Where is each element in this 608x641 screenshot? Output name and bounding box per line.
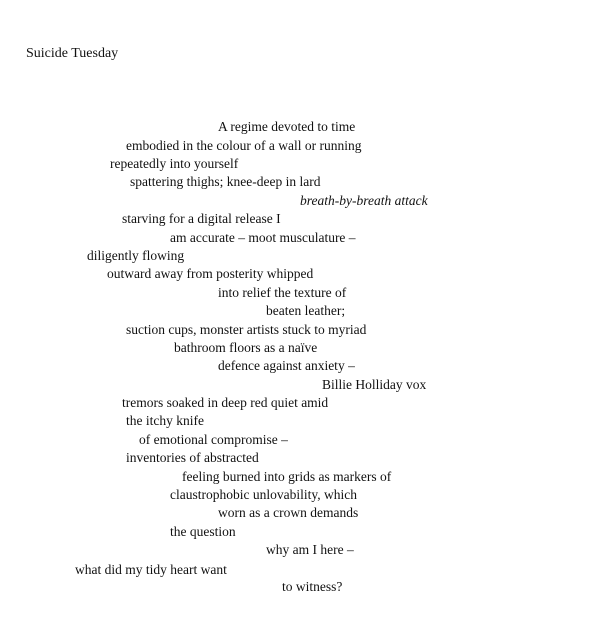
- poem-line: inventories of abstracted: [126, 450, 259, 465]
- poem-line: of emotional compromise –: [139, 432, 288, 447]
- poem-line: suction cups, monster artists stuck to myriad: [126, 322, 367, 337]
- poem-title: Suicide Tuesday: [26, 46, 119, 61]
- poem-line: the question: [170, 524, 236, 539]
- poem-line: outward away from posterity whipped: [107, 266, 314, 281]
- poem-line: bathroom floors as a naïve: [174, 340, 318, 355]
- poem-line: what did my tidy heart want: [75, 562, 227, 577]
- poem-line: repeatedly into yourself: [110, 156, 239, 171]
- poem-line: starving for a digital release I: [122, 211, 281, 226]
- poem-line: why am I here –: [266, 542, 354, 557]
- poem-line: diligently flowing: [87, 248, 185, 263]
- poem-line: A regime devoted to time: [218, 119, 356, 134]
- poem-line: beaten leather;: [266, 303, 346, 318]
- poem-line: the itchy knife: [126, 413, 204, 428]
- poem-line: spattering thighs; knee-deep in lard: [130, 174, 321, 189]
- poem-line: feeling burned into grids as markers of: [182, 469, 392, 484]
- poem-line: Billie Holliday vox: [322, 377, 427, 392]
- poem-line: tremors soaked in deep red quiet amid: [122, 395, 329, 410]
- poem-line: embodied in the colour of a wall or running: [126, 138, 362, 153]
- poem-line-italic: breath-by-breath attack: [300, 193, 428, 208]
- poem-line: claustrophobic unlovability, which: [170, 487, 357, 502]
- poem-line: am accurate – moot musculature –: [170, 230, 356, 245]
- poem-line: to witness?: [282, 579, 343, 594]
- poem-line: worn as a crown demands: [218, 505, 359, 520]
- poem-line: into relief the texture of: [218, 285, 347, 300]
- poem-line: defence against anxiety –: [218, 358, 355, 373]
